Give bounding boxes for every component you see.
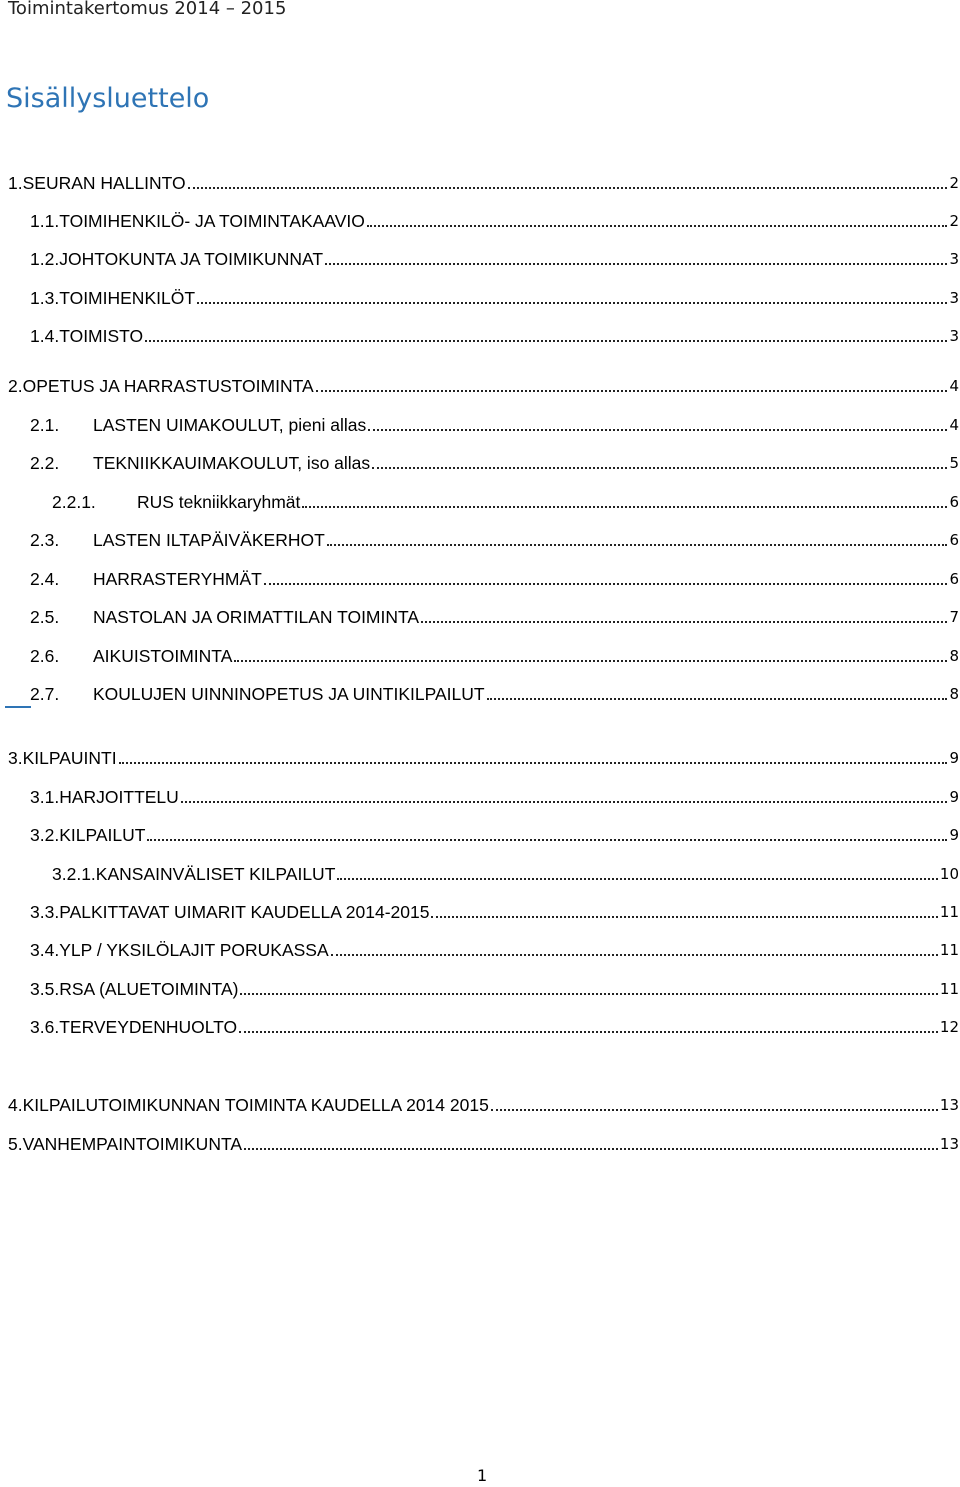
toc-entry-text: RSA (ALUETOIMINTA): [59, 979, 239, 999]
toc-entry[interactable]: [30, 564, 959, 590]
page-number: 1: [477, 1466, 488, 1485]
dot-leader: [431, 916, 937, 918]
toc-entry[interactable]: [30, 935, 959, 961]
toc-entry-number: 3.5.: [30, 979, 60, 999]
toc-entry[interactable]: [30, 525, 959, 551]
toc-entry-number: 3.2.: [30, 825, 60, 845]
toc-entry-page: 8: [949, 647, 959, 665]
toc-entry-number: 1.3.: [30, 288, 60, 308]
toc-entry[interactable]: [30, 602, 959, 628]
toc-entry-text: TOIMIHENKILÖ- JA TOIMINTAKAAVIO: [59, 211, 365, 231]
toc-entry-page: 6: [949, 493, 959, 511]
toc-entry-page: 4: [949, 377, 959, 395]
toc-entry-text: TERVEYDENHUOLTO: [59, 1017, 238, 1037]
toc-entry-text: KOULUJEN UINNINOPETUS JA UINTIKILPAILUT: [93, 684, 485, 704]
toc-entry-text: KILPAUINTI: [22, 748, 117, 768]
dot-leader: [421, 621, 947, 623]
toc-entry[interactable]: [30, 448, 959, 474]
toc-entry-text: LASTEN UIMAKOULUT, pieni allas: [93, 415, 367, 435]
dot-leader: [188, 187, 948, 189]
toc-entry-page: 3: [949, 289, 959, 307]
toc-entry-page: 11: [939, 903, 959, 921]
dot-leader: [316, 390, 948, 392]
toc-entry-text: RUS tekniikkaryhmät: [137, 492, 301, 512]
toc-entry-page: 2: [949, 212, 959, 230]
toc-entry-page: 2: [949, 174, 959, 192]
toc-entry-page: 11: [939, 980, 959, 998]
toc-entry-page: 12: [939, 1018, 959, 1036]
toc-entry[interactable]: [30, 641, 959, 667]
dot-leader: [181, 801, 948, 803]
toc-entry-text: TEKNIIKKAUIMAKOULUT, iso allas: [93, 453, 371, 473]
toc-entry-text: HARJOITTELU: [59, 787, 179, 807]
dot-leader: [331, 954, 938, 956]
toc-entry[interactable]: [30, 679, 959, 705]
dot-leader: [264, 583, 948, 585]
toc-entry-number: 2.4.: [30, 569, 60, 589]
dot-leader: [327, 544, 948, 546]
toc-entry-page: 4: [949, 416, 959, 434]
dot-leader: [302, 506, 947, 508]
toc-entry[interactable]: [30, 820, 959, 846]
toc-entry[interactable]: [30, 782, 959, 808]
dot-leader: [145, 340, 947, 342]
toc-entry-text: JOHTOKUNTA JA TOIMIKUNNAT: [59, 249, 324, 269]
toc-entry-text: TOIMIHENKILÖT: [59, 288, 196, 308]
dot-leader: [147, 839, 947, 841]
toc-entry[interactable]: [8, 371, 959, 397]
toc-entry-number: 1.2.: [30, 249, 60, 269]
toc-entry-text: YLP / YKSILÖLAJIT PORUKASSA: [59, 940, 329, 960]
toc-entry-text: AIKUISTOIMINTA: [93, 646, 233, 666]
toc-entry-number: 5.: [8, 1134, 23, 1154]
toc-entry-page: 6: [949, 531, 959, 549]
toc-entry-number: 2.2.1.: [52, 492, 96, 512]
toc-entry-page: 13: [939, 1096, 959, 1114]
dot-leader: [197, 302, 947, 304]
toc-entry-text: PALKITTAVAT UIMARIT KAUDELLA 2014-2015: [59, 902, 430, 922]
toc-entry-number: 4.: [8, 1095, 23, 1115]
toc-entry[interactable]: [30, 206, 959, 232]
dot-leader: [119, 762, 948, 764]
toc-entry[interactable]: [30, 974, 959, 1000]
toc-title: Sisällysluettelo: [6, 83, 210, 114]
toc-entry[interactable]: [8, 1090, 959, 1116]
dot-leader: [239, 1031, 938, 1033]
toc-entry-text: HARRASTERYHMÄT: [93, 569, 262, 589]
toc-entry-page: 5: [949, 454, 959, 472]
dot-leader: [487, 698, 948, 700]
dot-leader: [367, 225, 948, 227]
toc-entry-number: 3.: [8, 748, 23, 768]
toc-entry-number: 3.3.: [30, 902, 60, 922]
dot-leader: [372, 467, 947, 469]
toc-entry-page: 10: [939, 865, 959, 883]
toc-entry-number: 2.1.: [30, 415, 60, 435]
toc-entry-number: 2.7.: [30, 684, 60, 704]
dot-leader: [491, 1109, 938, 1111]
toc-entry-text: SEURAN HALLINTO: [22, 173, 186, 193]
toc-entry[interactable]: [52, 859, 959, 885]
toc-entry-text: LASTEN ILTAPÄIVÄKERHOT: [93, 530, 325, 550]
toc-entry[interactable]: [30, 283, 959, 309]
toc-entry[interactable]: [52, 487, 959, 513]
toc-entry-page: 9: [949, 826, 959, 844]
toc-entry-number: 2.: [8, 376, 23, 396]
dot-leader: [325, 263, 947, 265]
toc-entry-text: KILPAILUTOIMIKUNNAN TOIMINTA KAUDELLA 2014 2015: [22, 1095, 489, 1115]
toc-entry-page: 13: [939, 1135, 959, 1153]
dot-leader: [234, 660, 947, 662]
toc-entry[interactable]: [30, 897, 959, 923]
dot-leader: [368, 429, 947, 431]
toc-entry-number: 3.1.: [30, 787, 60, 807]
toc-entry-page: 11: [939, 941, 959, 959]
toc-entry-page: 9: [949, 749, 959, 767]
toc-entry-number: 2.2.: [30, 453, 60, 473]
toc-entry[interactable]: [30, 1012, 959, 1038]
dot-leader: [244, 1148, 938, 1150]
toc-entry-number: 1.4.: [30, 326, 60, 346]
toc-entry[interactable]: [30, 244, 959, 270]
toc-entry-text: KILPAILUT: [59, 825, 146, 845]
toc-entry-number: 1.1.: [30, 211, 60, 231]
running-header: Toimintakertomus 2014 – 2015: [8, 0, 287, 19]
toc-entry-text: VANHEMPAINTOIMIKUNTA: [22, 1134, 243, 1154]
dot-leader: [337, 878, 938, 880]
toc-entry-number: 2.3.: [30, 530, 60, 550]
toc-entry-page: 7: [949, 608, 959, 626]
toc-entry[interactable]: [30, 321, 959, 347]
toc-entry-text: OPETUS JA HARRASTUSTOIMINTA: [22, 376, 314, 396]
toc-entry[interactable]: [30, 410, 959, 436]
toc-entry[interactable]: [8, 168, 959, 194]
toc-entry-page: 3: [949, 250, 959, 268]
toc-entry-page: 6: [949, 570, 959, 588]
link-underline-mark: [5, 706, 31, 708]
toc-entry-number: 1.: [8, 173, 23, 193]
toc-entry-text: TOIMISTO: [59, 326, 144, 346]
toc-entry-page: 8: [949, 685, 959, 703]
toc-entry-page: 9: [949, 788, 959, 806]
toc-entry-number: 2.6.: [30, 646, 60, 666]
toc-entry-text: NASTOLAN JA ORIMATTILAN TOIMINTA: [93, 607, 420, 627]
toc-entry-text: KANSAINVÄLISET KILPAILUT: [95, 864, 336, 884]
toc-entry[interactable]: [8, 1129, 959, 1155]
toc-entry-page: 3: [949, 327, 959, 345]
toc-entry-number: 3.4.: [30, 940, 60, 960]
toc-entry[interactable]: [8, 743, 959, 769]
toc-entry-number: 3.2.1.: [52, 864, 96, 884]
dot-leader: [240, 993, 937, 995]
toc-entry-number: 2.5.: [30, 607, 60, 627]
toc-entry-number: 3.6.: [30, 1017, 60, 1037]
